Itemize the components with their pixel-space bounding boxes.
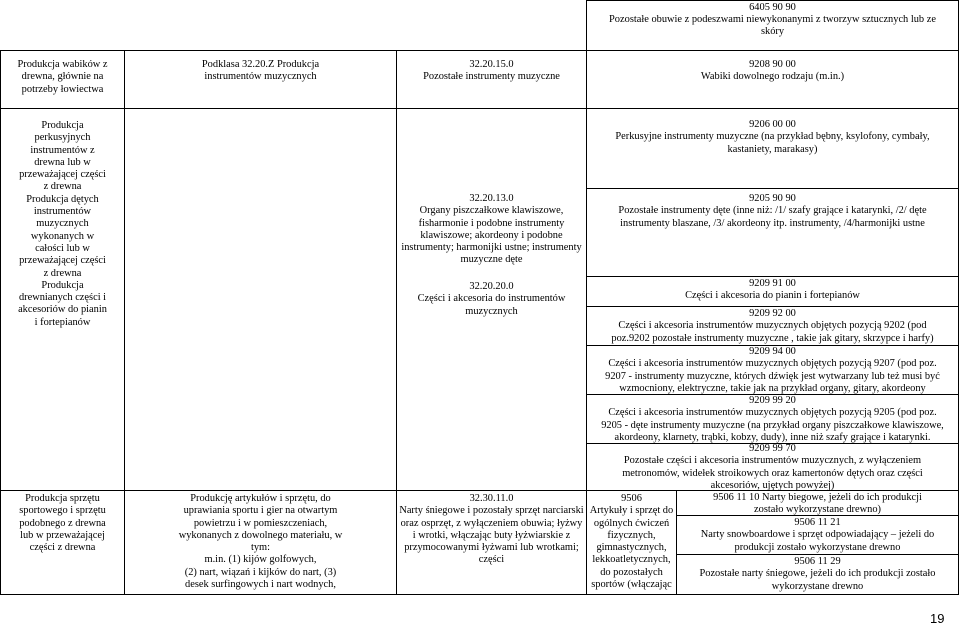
sports-activity-line: Produkcja sprzętu (25, 493, 100, 504)
pkwiu-32-20-20-line: muzycznych (465, 305, 518, 317)
lures-pkd-line: Podklasa 32.20.Z Produkcja (201, 59, 320, 70)
instruments-activity-line: przeważającej części (19, 169, 106, 181)
cn-9506-11-21-line: 9506 11 21 (794, 517, 841, 528)
sports-pkd-line: tym: (250, 542, 271, 554)
pkwiu-32-20-13-line: klawiszowe; akordeony i podobne (420, 229, 563, 241)
rule-right (958, 0, 959, 595)
rule-bottom (0, 594, 958, 595)
cn-9209-99-70-line: akcesoriów, ujętych powyżej) (710, 479, 835, 491)
sports-activity-line: podobnego z drewna (19, 517, 106, 529)
instruments-activity-line: drewnianych części i (18, 292, 107, 304)
desc-6405-line2: skóry (760, 26, 785, 37)
cn-9506-line: gimnastycznych, (596, 542, 667, 554)
cn-9506-11-10 (677, 492, 958, 517)
cn-9209-99-70-line: Pozostałe części i akcesoria instrumentów muzycznych, z wyłączeniem (623, 455, 922, 467)
sports-activity (1, 493, 124, 554)
cn-9209-91-line: Części i akcesoria do pianin i fortepianów (685, 290, 860, 302)
sports-pkd-line: desek surfingowych i nart wodnych, (185, 579, 336, 591)
sports-pkd-line: powietrzu i w pomieszczeniach, (193, 517, 328, 529)
cn-9209-94-00 (587, 346, 958, 395)
instruments-activity-line: z drewna (43, 267, 82, 279)
instruments-activity-line: z drewna (43, 181, 82, 193)
desc-6405-line1: Pozostałe obuwie z podeszwami niewykonanymi z tworzyw sztucznych lub ze (609, 14, 936, 25)
cn-9506-heading (587, 493, 676, 591)
lures-pkd-class (125, 59, 396, 84)
cn-9506-11-29 (677, 556, 958, 593)
cn-9506-line: ogólnych ćwiczeń (593, 517, 670, 529)
pkwiu-32-30-11-line: części (478, 554, 505, 566)
pkwiu-32-20-13-line: Organy piszczałkowe klawiszowe, (419, 205, 564, 217)
lures-activity-line: drewna, głównie na (21, 71, 104, 83)
cn-9506-11-21 (677, 517, 958, 554)
cn-9209-92-00 (587, 308, 958, 345)
cn-9209-99-70-line: 9209 99 70 (749, 443, 796, 454)
lures-pkd-line: instrumentów muzycznych (204, 71, 317, 83)
instruments-activity (1, 120, 124, 329)
cn-9506-11-21-line: Narty snowboardowe i sprzęt odpowiadający – jeżeli do (700, 529, 935, 541)
cn-9206-line: kastaniety, marakasy) (727, 143, 818, 155)
rule-top (586, 0, 958, 1)
lures-activity (1, 59, 124, 96)
code-6405-90-90: 6405 90 90 (749, 2, 796, 13)
cn-9209-91-00 (587, 278, 958, 303)
pkwiu-32-20-13-0 (397, 193, 586, 267)
cn-9506-11-29-line: wykorzystane drewno (771, 580, 864, 592)
lures-cn-line: Wabiki dowolnego rodzaju (m.in.) (700, 71, 845, 83)
cn-9205-line: instrumenty blaszane, /3/ akordeony itp. instrumenty, /4/harmonijki ustne (620, 217, 925, 229)
pkwiu-32-20-20-line: Części i akcesoria do instrumentów (417, 293, 566, 305)
lures-activity-line: Produkcja wabików z (17, 59, 108, 70)
cn-9506-11-21-line: produkcji zostało wykorzystane drewno (734, 541, 901, 553)
cn-9209-94-line: 9209 94 00 (749, 346, 796, 357)
cn-9506-line: fizycznych, (607, 529, 656, 541)
cn-9209-99-20 (587, 395, 958, 444)
rule-9205-top (586, 188, 958, 189)
pkwiu-32-30-11-line: przymocowanymi łyżwami lub wrotkami; (404, 542, 579, 554)
instruments-activity-line: przeważającej części (19, 255, 106, 267)
instruments-activity-line: akcesoriów do pianin (18, 304, 107, 316)
cn-9506-11-10-line: zostało wykorzystane drewno) (754, 504, 881, 516)
instruments-activity-line: wykonanych w (30, 230, 95, 242)
cn-9205-line: 9205 90 90 (749, 193, 796, 204)
sports-pkd-line: wykonanych z dowolnego materiału, w (178, 529, 343, 541)
cn-9209-91-line: 9209 91 00 (749, 278, 796, 289)
instruments-activity-line: Produkcja (41, 120, 84, 131)
pkwiu-32-20-13-line: 32.20.13.0 (469, 193, 514, 204)
pkwiu-32-20-13-line: instrumenty; harmonijki ustne; instrumenty (401, 242, 582, 254)
cn-9209-99-20-line: 9209 99 20 (749, 395, 796, 406)
sports-activity-line: sportowego i sprzętu (19, 505, 106, 517)
pkwiu-32-30-11-0 (397, 493, 586, 567)
lures-cn-line: 9208 90 00 (749, 59, 796, 70)
lures-pkwiu-line: 32.20.15.0 (469, 59, 514, 70)
cn-9209-94-line: Części i akcesoria instrumentów muzycznych objętych pozycją 9207 (pod poz. (608, 358, 937, 370)
cn-9209-99-70 (587, 443, 958, 492)
rule-row1-top (0, 50, 958, 51)
cn-9506-11-29-line: Pozostałe narty śniegowe, jeżeli do ich produkcji zostało (699, 568, 936, 580)
cn-9209-99-20-line: akordeony, klarnety, trąbki, kobzy, dudy), inne niż szafy grające i katarynki. (614, 431, 931, 443)
cn-9209-99-70-line: metronomów, widełek stroikowych oraz kamertonów dętych oraz części (622, 467, 923, 479)
rule-9209-92-top (586, 306, 958, 307)
cn-9205-line: Pozostałe instrumenty dęte (inne niż: /1/ szafy grające i katarynki, /2/ dęte (618, 205, 927, 217)
instruments-activity-line: instrumentów z (30, 144, 95, 156)
cn-9506-line: Artykuły i sprzęt do (589, 505, 674, 517)
cn-9209-99-20-line: 9205 - dęte instrumenty muzyczne (na przykład organy piszczałkowe klawiszowe, (601, 419, 944, 431)
pkwiu-32-30-11-line: Narty śniegowe i pozostały sprzęt narciarski (399, 505, 584, 517)
cn-9506-11-29-line: 9506 11 29 (794, 556, 841, 567)
cn-9506-11-10-line: 9506 11 10 Narty biegowe, jeżeli do ich produkcji (713, 492, 922, 503)
instruments-activity-line: muzycznych (36, 218, 89, 230)
pkwiu-32-30-11-line: oraz osprzęt, z wyłączeniem obuwia; łyżwy (400, 517, 583, 529)
cn-9209-99-20-line: Części i akcesoria instrumentów muzycznych objętych pozycją 9205 (pod poz. (608, 407, 937, 419)
cn-9209-92-line: poz.9202 pozostałe instrumenty muzyczne , takie jak gitary, skrzypce i harfy) (611, 332, 934, 344)
cn-9506-line: do pozostałych (600, 566, 663, 578)
sports-pkd-line: (2) nart, wiązań i kijków do nart, (3) (184, 566, 337, 578)
cn-9206-line: Perkusyjne instrumenty muzyczne (na przykład bębny, ksylofony, cymbały, (615, 131, 930, 143)
lures-cn-code (587, 59, 958, 84)
rule-9506-11-29-top (676, 554, 958, 555)
cn-9506-line: lekkoatletycznych, (592, 554, 671, 566)
cn-9206-line: 9206 00 00 (749, 119, 796, 130)
sports-activity-line: części z drewna (29, 542, 96, 554)
rule-9209-91-top (586, 276, 958, 277)
lures-pkwiu (397, 59, 586, 84)
instruments-activity-line: perkusyjnych (34, 132, 91, 144)
instruments-activity-line: instrumentów (33, 206, 92, 218)
instruments-activity-line: Produkcja (41, 279, 84, 291)
lures-activity-line: potrzeby łowiectwa (21, 83, 104, 95)
sports-activity-line: lub w przeważającej (20, 529, 105, 541)
cn-9209-94-line: 9207 - instrumenty muzyczne, których dźwięk jest wytwarzany lub też musi być (605, 370, 940, 382)
pkwiu-32-20-13-line: fisharmonie i podobne instrumenty (418, 217, 565, 229)
rule-row2-top (0, 108, 958, 109)
lures-pkwiu-line: Pozostałe instrumenty muzyczne (423, 71, 560, 83)
pkwiu-32-30-11-line: 32.30.11.0 (469, 493, 514, 504)
instruments-activity-line: i fortepianów (34, 316, 91, 328)
cn-9506-line: sportów (włączając (591, 579, 672, 591)
cn-9506-line: 9506 (621, 493, 642, 504)
sports-pkd-line: uprawiania sportu i gier na otwartym (183, 505, 338, 517)
pkwiu-32-20-13-line: muzyczne dęte (460, 254, 523, 266)
sports-pkd-line: m.in. (1) kijów golfowych, (204, 554, 317, 566)
cn-9209-92-line: Części i akcesoria instrumentów muzycznych objętych pozycją 9202 (pod (618, 320, 927, 332)
cn-9205-90-90 (587, 193, 958, 230)
cn-9206-00-00 (587, 119, 958, 156)
pkwiu-32-30-11-line: i wrotki, włączając buty łyżwiarskie z (412, 529, 571, 541)
pkwiu-32-20-20-line: 32.20.20.0 (469, 281, 514, 292)
cn-9209-94-line: wzmocniony, elektryczne, takie jak na przykład organy, gitary, akordeony (619, 382, 926, 394)
pkwiu-32-20-20-0 (397, 281, 586, 318)
sports-pkd-description (125, 493, 396, 591)
cn-9209-92-line: 9209 92 00 (749, 308, 796, 319)
instruments-activity-line: drewna lub w (34, 156, 91, 168)
page-number: 19 (930, 611, 945, 626)
instruments-activity-line: całości lub w (35, 242, 90, 254)
sports-pkd-line: Produkcję artykułów i sprzętu, do (190, 493, 331, 504)
instruments-activity-line: Produkcja dętych (26, 193, 99, 205)
